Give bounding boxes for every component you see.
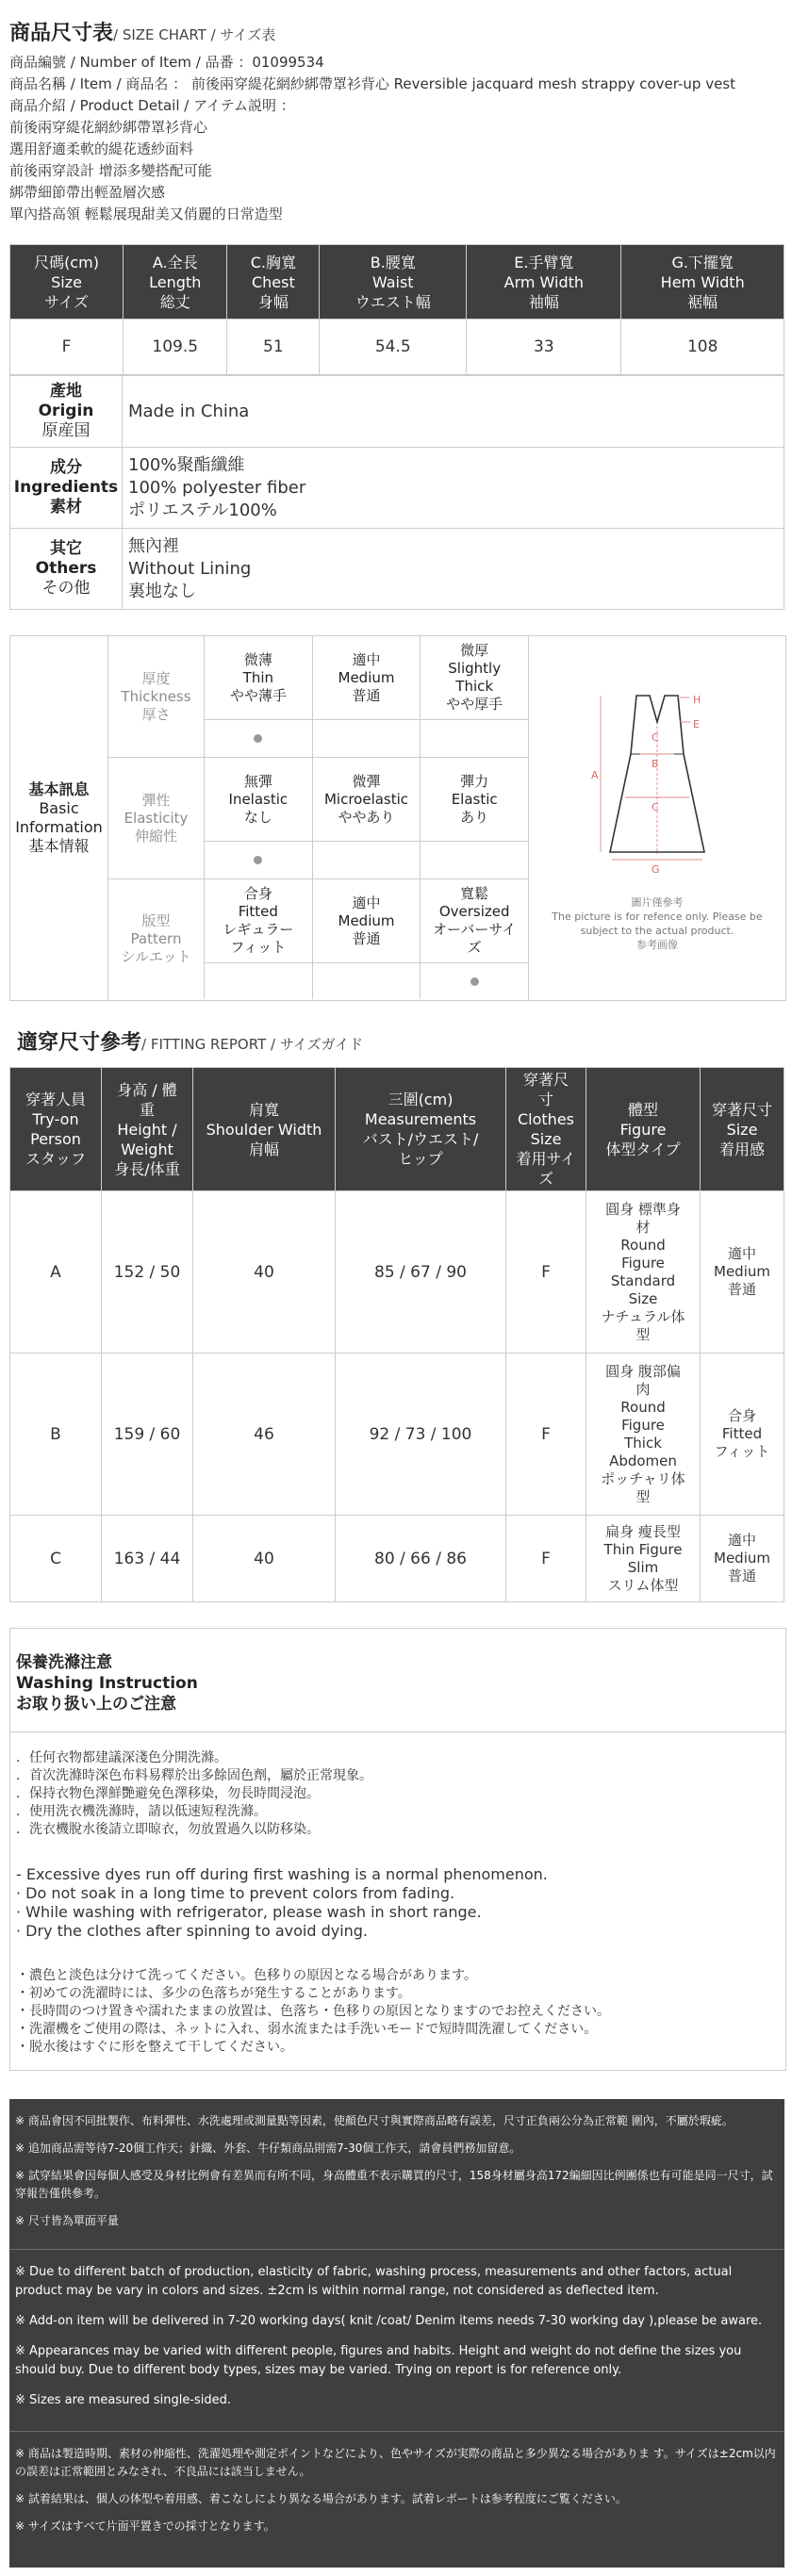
diagram-label: A (591, 769, 599, 781)
diagram-label: H (693, 694, 701, 706)
thickness-row (108, 636, 528, 758)
table-row: C 163 / 44 40 80 / 66 / 86 F 扁身 瘦長型 Thin Figure Slim スリム体型 適中 Medium 普通 (10, 1516, 784, 1602)
notes-en: ※ Due to different batch of production, elasticity of fabric, washing process, measurements and other factors, actual product may be vary in colors and sizes. ±2cm is within normal range, not considered as deflected item. ※ Add-on item will be delivered in 7-20 working days( knit /coat/ Denim items needs 7-30 working day ),please be aware. ※ Appearances may be varied with different people, figures and habits. Height and weight do not define the sizes you should buy. Due to different body types, sizes may be varied. Trying on report is for reference only. ※ Sizes are measured single-sided. (9, 2250, 784, 2432)
feel-cell: 合身 Fitted フィット (701, 1354, 784, 1516)
column-header: B.腰寬 Waist ウエスト幅 (320, 245, 467, 320)
option-thin: 微薄 Thin やや薄手 (205, 636, 312, 720)
column-header: 穿著尺 寸 Clothes Size 着用サイ ズ (506, 1068, 586, 1191)
column-header: 身高 / 體 重 Height / Weight 身長/体重 (102, 1068, 193, 1191)
column-header: 體型 Figure 体型タイプ (586, 1068, 701, 1191)
option-oversized: 寬鬆 Oversized オーバーサイ ズ (421, 879, 528, 963)
feel-cell: 適中 Medium 普通 (701, 1191, 784, 1354)
diagram-label: E (693, 718, 700, 730)
option-slightly-thick: 微厚 Slightly Thick やや厚手 (421, 636, 528, 720)
table-cell: 33 (467, 320, 621, 375)
notes-ja: ※ 商品は製造時期、素材の伸縮性、洗濯処理や測定ポイントなどにより、色やサイズが実際の商品と多少異なる場合がありま す。サイズは±2cm以内の誤差は正常範囲とみなされ、不良品には該当しません。 ※ 試着結果は、個人の体型や着用感、着こなしにより異なる場合があります。試着レポートは参考程度にご覧ください。 ※ サイズはすべて片面平置きでの採寸となります。 (15, 2447, 776, 2533)
column-header: 肩寬 Shoulder Width 肩幅 (193, 1068, 336, 1191)
ingredients-label: 成分 Ingredients 素材 (10, 448, 123, 529)
washing-title: 保養洗滌注意 Washing Instruction お取り扱い上のご注意 (10, 1629, 785, 1732)
table-row: A 152 / 50 40 85 / 67 / 90 F 圓身 標準身 材 Round Figure Standard Size ナチュラル体 型 適中 Medium 普通 (10, 1191, 784, 1354)
table-cell: F (10, 320, 124, 375)
selected-dot (254, 856, 262, 864)
notes-panel (9, 2099, 784, 2568)
table-cell: 108 (621, 320, 784, 375)
table-cell: 54.5 (320, 320, 467, 375)
fitting-title: 適穿尺寸參考/ FITTING REPORT / サイズガイド (17, 1031, 364, 1055)
diagram-label: C (652, 801, 659, 813)
size-table (9, 244, 784, 375)
thickness-label: 厚度 Thickness 厚さ (108, 636, 205, 757)
basic-info-grid (108, 636, 529, 1000)
washing-zh: ．任何衣物都建議深淺色分開洗滌。 ．首次洗滌時深色布料易釋於出多餘固色劑，屬於正常現象。 ．保持衣物色澤鮮艷避免色澤移染，勿長時間浸泡。 ．使用洗衣機洗滌時，請以低速短程洗滌。 ．洗衣機脫水後請立即晾衣，勿放置過久以防移染。 (16, 1750, 372, 1837)
diagram-caption: 圖片僅參考 The picture is for refence only. Please be subject to the actual product. 参考画像 (552, 896, 763, 951)
basic-info (9, 635, 786, 1001)
diagram-label: G (652, 863, 660, 876)
option-inelastic: 無彈 Inelastic なし (205, 758, 312, 842)
diagram-label: B (652, 758, 659, 770)
origin-value: Made in China (123, 376, 784, 448)
washing-instructions (9, 1628, 786, 2071)
page-subtitle: / SIZE CHART / サイズ表 (113, 26, 276, 43)
basic-info-label: 基本訊息 Basic Information 基本情報 (10, 636, 108, 1000)
dress-icon (563, 684, 751, 892)
others-value: 無內裡 Without Lining 裏地なし (123, 529, 784, 610)
column-header: 穿著尺寸 Size 着用感 (701, 1068, 784, 1191)
figure-cell: 圓身 標準身 材 Round Figure Standard Size ナチュラル体 型 (586, 1191, 701, 1354)
table-row (10, 376, 784, 448)
material-table (9, 375, 784, 610)
notes-zh: ※ 商品會因不同批製作、布料彈性、水洗處理或測量點等因素，使顏色尺寸與實際商品略有誤差，尺寸正負兩公分為正常範 圍內，不屬於瑕疵。 ※ 追加商品需等待7-20個工作天；針織、外套、牛仔類商品則需7-30個工作天，請會員們務加留意。 ※ 試穿結果會因每個人感受及身材比例會有差異而有所不同，身高體重不表示購買的尺寸，158身材屬身高172編細因比例團係也有可能是同一尺寸，試穿報告僅供參考。 ※ 尺寸皆為單面平量 (9, 2099, 784, 2250)
info-line: 商品名稱 / Item / 商品名 ： 前後兩穿緹花網紗綁帶罩衫背心 Reversible jacquard mesh strappy cover-up vest (9, 75, 735, 92)
figure-cell: 扁身 瘦長型 Thin Figure Slim スリム体型 (586, 1516, 701, 1602)
garment-diagram (529, 636, 785, 1000)
elasticity-label: 彈性 Elasticity 伸縮性 (108, 758, 205, 878)
column-header: 穿著人員 Try-on Person スタッフ (10, 1068, 102, 1191)
table-cell: 109.5 (124, 320, 227, 375)
fitting-table (9, 1067, 784, 1602)
option-microelastic: 微彈 Microelastic ややあり (313, 758, 421, 842)
info-line: 前後兩穿緹花網紗綁帶罩衫背心 (9, 119, 208, 136)
info-line: 單內搭高領 輕鬆展現甜美又俏麗的日常造型 (9, 205, 283, 222)
size-table-header (10, 245, 784, 320)
washing-ja: ・濃色と淡色は分けて洗ってください。色移りの原因となる場合があります。 ・初めての洗濯時には、多少の色落ちが発生することがあります。 ・長時間のつけ置きや濡れたままの放置は、色落ち・色移りの原因となりますのでお控えください。 ・洗濯機をご使用の際は、ネットに入れ、弱水流または手洗いモードで短時間洗濯してください。 ・脱水後はすぐに形を整えて干してください。 (16, 1968, 610, 2055)
selected-dot (470, 977, 479, 986)
origin-label: 產地 Origin 原産国 (10, 376, 123, 448)
column-header: E.手臂寬 Arm Width 袖幅 (467, 245, 621, 320)
figure-cell: 圓身 腹部偏 肉 Round Figure Thick Abdomen ポッチャリ体 型 (586, 1354, 701, 1516)
info-line: 選用舒適柔軟的緹花透紗面料 (9, 140, 194, 157)
page-title: 商品尺寸表 (9, 22, 114, 45)
diagram-label: C (652, 731, 659, 744)
selected-dot (254, 734, 262, 743)
info-line: 前後兩穿設計 增添多變搭配可能 (9, 162, 212, 179)
option-medium: 適中 Medium 普通 (313, 879, 421, 963)
column-header: A.全長 Length 総丈 (124, 245, 227, 320)
column-header: C.胸寬 Chest 身幅 (227, 245, 320, 320)
option-fitted: 合身 Fitted レギュラー フィット (205, 879, 312, 963)
pattern-label: 版型 Pattern シルエット (108, 879, 205, 999)
table-row (10, 529, 784, 610)
table-cell: 51 (227, 320, 320, 375)
table-row (10, 448, 784, 529)
header (0, 0, 792, 46)
elasticity-row (108, 758, 528, 879)
table-row: B 159 / 60 46 92 / 73 / 100 F 圓身 腹部偏 肉 Round Figure Thick Abdomen ポッチャリ体 型 合身 Fitted フィット (10, 1354, 784, 1516)
product-info (0, 46, 792, 225)
ingredients-value: 100%聚酯纖維 100% polyester fiber ポリエステル100% (123, 448, 784, 529)
washing-en: - Excessive dyes run off during first washing is a normal phenomenon. · Do not soak in a long time to prevent colors from fading. · While washing with refrigerator, please wash in short range. · Dry the clothes after spinning to avoid dying. (16, 1865, 548, 1940)
info-line: 商品介紹 / Product Detail / アイテム説明 ： (9, 97, 295, 114)
info-line: 綁帶細節帶出輕盈層次感 (9, 184, 166, 201)
option-elastic: 彈力 Elastic あり (421, 758, 528, 842)
column-header: G.下擺寬 Hem Width 裾幅 (621, 245, 784, 320)
column-header: 三圍(cm) Measurements バスト/ウエスト/ ヒップ (336, 1068, 506, 1191)
feel-cell: 適中 Medium 普通 (701, 1516, 784, 1602)
fitting-table-header (10, 1068, 784, 1191)
others-label: 其它 Others その他 (10, 529, 123, 610)
info-line: 商品編號 / Number of Item / 品番 ：01099534 (9, 54, 324, 71)
table-row (10, 320, 784, 375)
option-medium: 適中 Medium 普通 (313, 636, 421, 720)
pattern-row (108, 879, 528, 999)
column-header: 尺碼(cm) Size サイズ (10, 245, 124, 320)
